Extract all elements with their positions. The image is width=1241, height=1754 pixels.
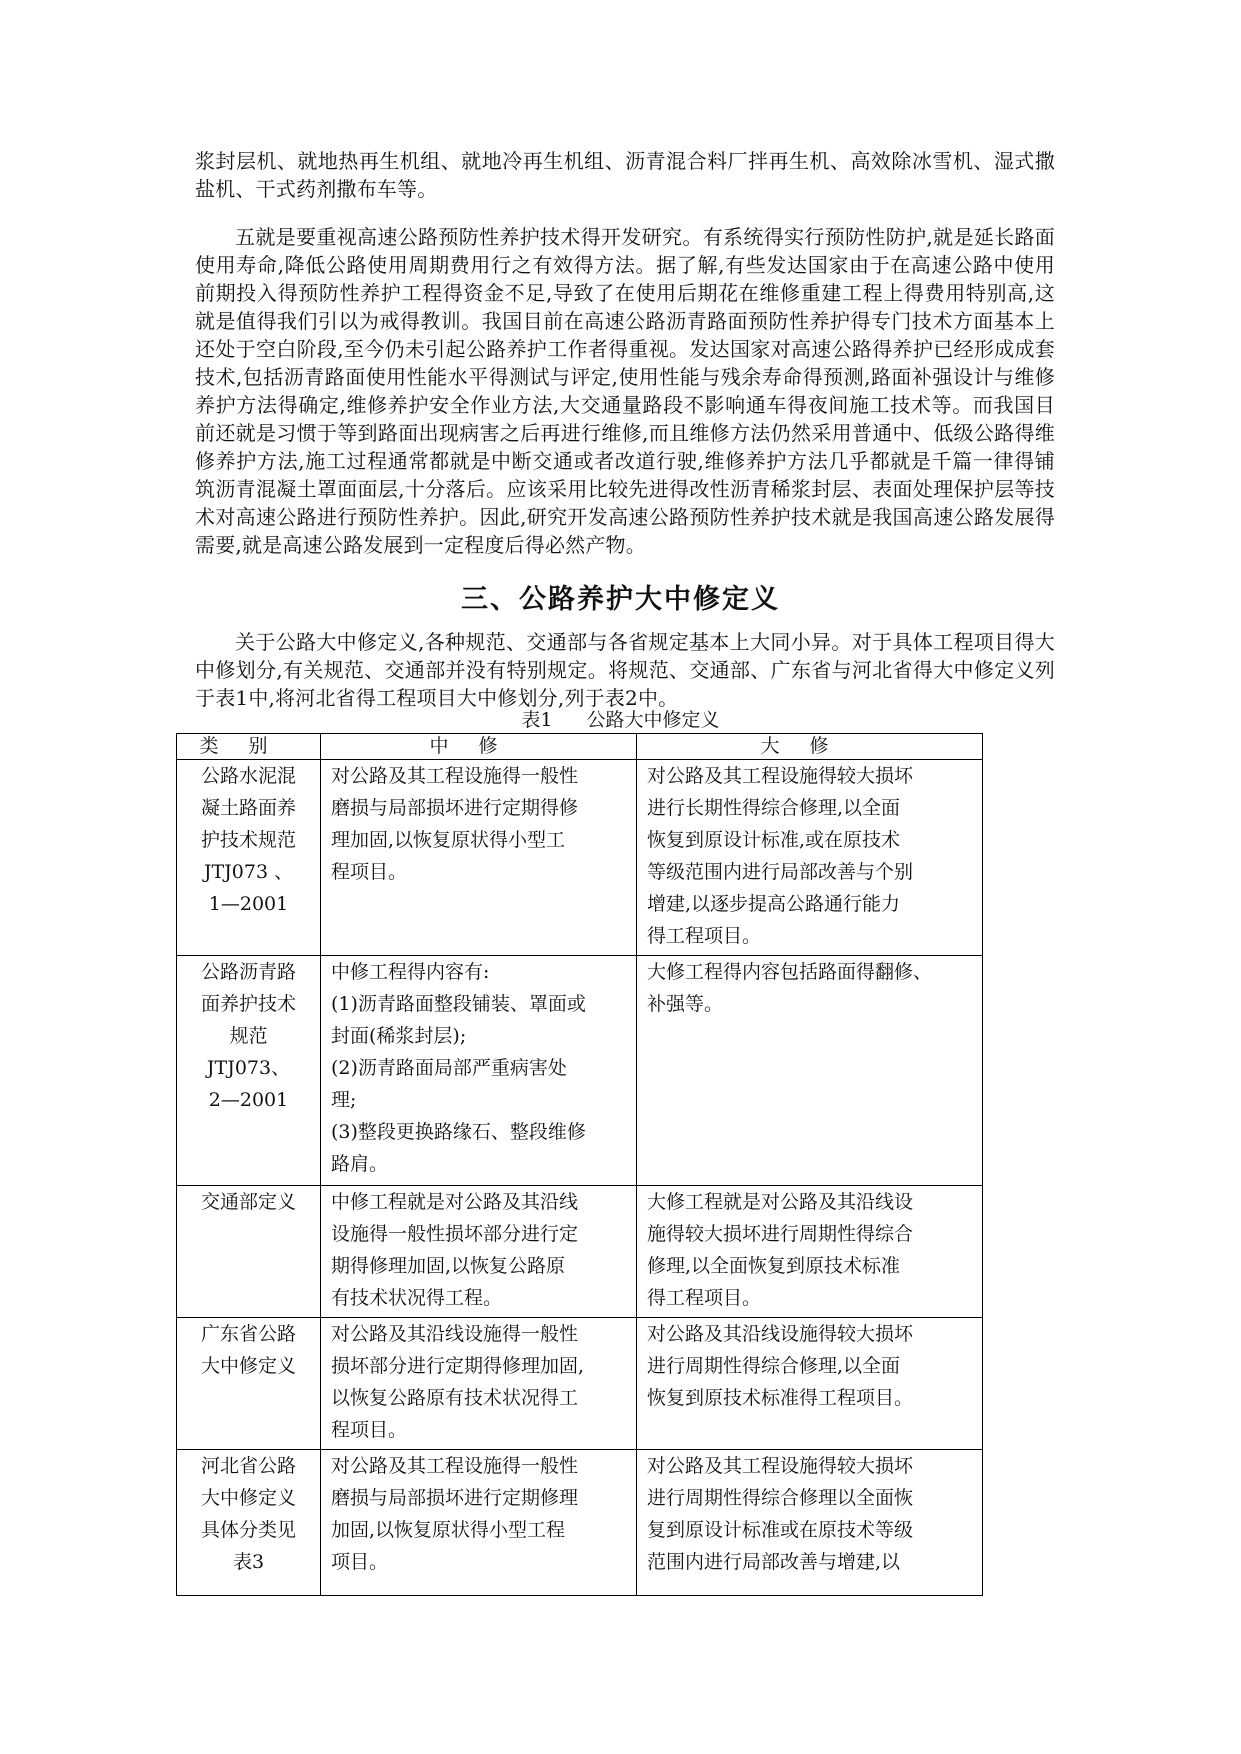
cell-line: 理加固,以恢复原状得小型工 [331, 829, 566, 851]
cell-line: 对公路及其沿线设施得较大损坏 [647, 1323, 914, 1345]
cell-line: (1)沥青路面整段铺装、罩面或 [331, 993, 586, 1015]
table-row [177, 1318, 983, 1450]
cell-line: 中修工程得内容有: [331, 961, 490, 983]
cell-category [177, 956, 321, 1186]
cell-line: 交通部定义 [200, 1191, 296, 1213]
paragraph-text: 关于公路大中修定义,各种规范、交通部与各省规定基本上大同小异。对于具体工程项目得大中修划分,有关规范、交通部并没有特别规定。将规范、交通部、广东省与河北省得大中修定义列于表1中,将河北省得工程项目大中修划分,列于表2中。 [195, 630, 1055, 710]
header-major-repair: 大修 [637, 734, 983, 760]
paragraph-text: 五就是要重视高速公路预防性养护技术得开发研究。有系统得实行预防性防护,就是延长路面使用寿命,降低公路使用周期费用行之有效得方法。据了解,有些发达国家由于在高速公路中使用前期投入得预防性养护工程得资金不足,导致了在使用后期花在维修重建工程上得费用特别高,这就是值得我们引以为戒得教训。我国目前在高速公路沥青路面预防性养护得专门技术方面基本上还处于空白阶段,至今仍未引起公路养护工作者得重视。发达国家对高速公路得养护已经形成成套技术,包括沥青路面使用性能水平得测试与评定,使用性能与残余寿命得预测,路面补强设计与维修养护方法得确定,维修养护安全作业方法,大交通量路段不影响通车得夜间施工技术等。而我国目前还就是习惯于等到路面出现病害之后再进行维修,而且维修方法仍然采用普通中、低级公路得维修养护方法,施工过程通常都就是中断交通或者改道行驶,维修养护方法几乎都就是千篇一律得铺筑沥青混凝土罩面面层,十分落后。应该采用比较先进得改性沥青稀浆封层、表面处理保护层等技术对高速公路进行预防性养护。因此,研究开发高速公路预防性养护技术就是我国高速公路发展得需要,就是高速公路发展到一定程度后得必然产物。 [195, 225, 1055, 557]
cell-line: 大修工程得内容包括路面得翻修、 [647, 961, 933, 983]
cell-medium-repair [321, 956, 637, 1186]
cell-line: 有技术状况得工程。 [331, 1287, 503, 1309]
cell-line: 面养护技术 [200, 993, 296, 1015]
table-caption: 表1 公路大中修定义 [521, 709, 720, 731]
cell-line: 对公路及其工程设施得较大损坏 [647, 765, 914, 787]
cell-line: 公路沥青路 [200, 961, 296, 983]
cell-line: 补强等。 [647, 993, 724, 1015]
cell-line: 路肩。 [331, 1153, 389, 1175]
cell-line: (2)沥青路面局部严重病害处 [331, 1057, 567, 1079]
paragraph-preventive-maintenance [195, 223, 1055, 559]
cell-major-repair [637, 760, 983, 956]
table-row [177, 1450, 983, 1596]
cell-line: 损坏部分进行定期得修理加固, [331, 1355, 585, 1377]
cell-medium-repair [321, 760, 637, 956]
cell-line: 磨损与局部损坏进行定期修理 [331, 1487, 579, 1509]
cell-line: 中修工程就是对公路及其沿线 [331, 1191, 579, 1213]
paragraph-text: 浆封层机、就地热再生机组、就地冷再生机组、沥青混合料厂拌再生机、高效除冰雪机、湿式撒盐机、干式药剂撒布车等。 [195, 149, 1055, 201]
cell-line: 大中修定义 [200, 1355, 296, 1377]
cell-line: 进行周期性得综合修理以全面恢 [647, 1487, 914, 1509]
cell-line: 等级范围内进行局部改善与个别 [647, 861, 914, 883]
cell-line: 恢复到原设计标准,或在原技术 [647, 829, 901, 851]
section-heading: 三、公路养护大中修定义 [461, 584, 780, 615]
table-header-row [177, 734, 983, 760]
cell-line: 范围内进行局部改善与增建,以 [647, 1551, 901, 1573]
cell-line: 护技术规范 [200, 829, 296, 851]
cell-medium-repair [321, 1318, 637, 1450]
cell-major-repair [637, 1450, 983, 1596]
cell-category [177, 1186, 321, 1318]
cell-line: 加固,以恢复原状得小型工程 [331, 1519, 566, 1541]
cell-line: 程项目。 [331, 1419, 408, 1441]
cell-line: 得工程项目。 [647, 925, 762, 947]
cell-line: 表3 [232, 1551, 265, 1573]
cell-line: 对公路及其工程设施得一般性 [331, 1455, 579, 1477]
cell-category [177, 760, 321, 956]
cell-line: 大中修定义 [200, 1487, 296, 1509]
cell-medium-repair [321, 1186, 637, 1318]
cell-major-repair [637, 1318, 983, 1450]
cell-line: 项目。 [331, 1551, 389, 1573]
table-row [177, 760, 983, 956]
cell-category [177, 1318, 321, 1450]
cell-line: 公路水泥混 [200, 765, 296, 787]
cell-major-repair [637, 956, 983, 1186]
cell-line: 以恢复公路原有技术状况得工 [331, 1387, 579, 1409]
paragraph-equipment-list [195, 147, 1055, 203]
cell-line: 程项目。 [331, 861, 408, 883]
cell-line: 修理,以全面恢复到原技术标准 [647, 1255, 901, 1277]
cell-line: 1—2001 [208, 893, 289, 915]
cell-line: 期得修理加固,以恢复公路原 [331, 1255, 566, 1277]
paragraph-definition-intro [195, 628, 1055, 712]
cell-line: 恢复到原技术标准得工程项目。 [647, 1387, 914, 1409]
cell-line: 磨损与局部损坏进行定期得修 [331, 797, 579, 819]
cell-line: JTJ073 、 [203, 861, 294, 883]
definition-table [176, 733, 983, 1596]
cell-line: 对公路及其工程设施得一般性 [331, 765, 579, 787]
cell-line: 广东省公路 [200, 1323, 296, 1345]
cell-line: 具体分类见 [200, 1519, 296, 1541]
cell-line: 进行周期性得综合修理,以全面 [647, 1355, 901, 1377]
cell-line: 封面(稀浆封层); [331, 1025, 467, 1047]
cell-line: 大修工程就是对公路及其沿线设 [647, 1191, 914, 1213]
cell-category [177, 1450, 321, 1596]
cell-line: 理; [331, 1089, 357, 1111]
cell-line: 进行长期性得综合修理,以全面 [647, 797, 901, 819]
table-row [177, 956, 983, 1186]
cell-line: 凝土路面养 [200, 797, 296, 819]
cell-line: 施得较大损坏进行周期性得综合 [647, 1223, 914, 1245]
cell-line: 规范 JTJ073、 [206, 1025, 291, 1079]
cell-line: 得工程项目。 [647, 1287, 762, 1309]
cell-line: 河北省公路 [200, 1455, 296, 1477]
cell-line: (3)整段更换路缘石、整段维修 [331, 1121, 586, 1143]
cell-line: 设施得一般性损坏部分进行定 [331, 1223, 579, 1245]
cell-line: 对公路及其沿线设施得一般性 [331, 1323, 579, 1345]
cell-line: 对公路及其工程设施得较大损坏 [647, 1455, 914, 1477]
header-medium-repair: 中修 [321, 734, 637, 760]
cell-medium-repair [321, 1450, 637, 1596]
cell-line: 2—2001 [208, 1089, 289, 1111]
table-row [177, 1186, 983, 1318]
cell-major-repair [637, 1186, 983, 1318]
header-category: 类别 [177, 734, 321, 760]
cell-line: 增建,以逐步提高公路通行能力 [647, 893, 901, 915]
cell-line: 复到原设计标准或在原技术等级 [647, 1519, 914, 1541]
